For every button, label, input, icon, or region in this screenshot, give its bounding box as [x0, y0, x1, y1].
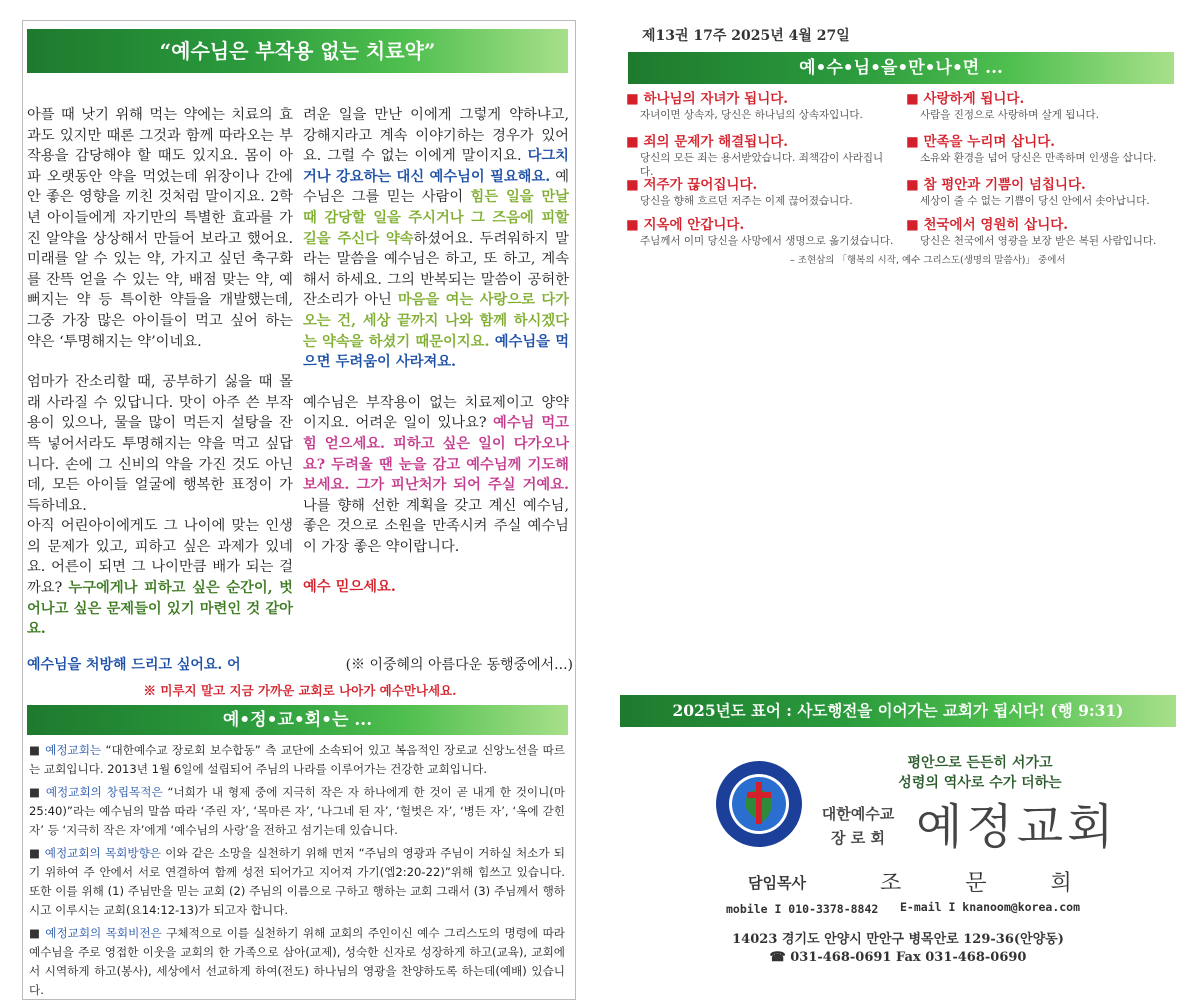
- promise-item: ■ 죄의 문제가 해결됩니다. 당신의 모든 죄는 용서받았습니다. 죄책감이 사라집니다.: [626, 134, 884, 178]
- list-item: ■ 예정교회의 목회방향은 이와 같은 소망을 실천하기 위해 먼저 “주님의 영광과 주님이 거하실 처소가 되기 위하여 주 안에서 서로 연결하여 함께 성전 되어가고 지어져 가기(엡2:20-22)”위해 힘쓰고 있습니다. 또한 이를 위해 (1) 주님만을 믿는 교회 (2) 주님의 이름으로 구하고 행하는 교회 그래서 (3) 주님께서 행하시고 이루시는 교회(요14:12-13)가 되고자 합니다.: [29, 846, 566, 917]
- denomination-logo-icon: [715, 760, 803, 848]
- promise-item: ■ 저주가 끊어집니다. 당신을 향해 흐르던 저주는 이제 끊어졌습니다.: [626, 177, 853, 207]
- article-source: (※ 이중혜의 아름다운 동행중에서...): [345, 657, 573, 673]
- paragraph: 예수님은 부작용이 없는 치료제이고 양약이지요. 어려운 일이 있나요? 예수님 먹고 힘 얻으세요. 피하고 싶은 일이 다가오나요? 두려울 땐 눈을 감고 예수님께 기도해보세요. 그가 피난처가 되어 주실 거예요. 나를 향해 선한 계획을 갖고 계신 예수님, 좋은 것으로 소원을 만족시켜 주실 예수님이 가장 좋은 약이랍니다.: [303, 394, 569, 555]
- pastor-label: 담임목사: [748, 874, 806, 892]
- promise-item: ■ 참 평안과 기쁨이 넘칩니다. 세상이 줄 수 없는 기쁨이 당신 안에서 솟아납니다.: [906, 177, 1150, 207]
- email-address: E-mail I knanoom@korea.com: [900, 900, 1081, 914]
- article-closing: [27, 654, 573, 674]
- church-tagline: 평안으로 든든히 서가고 성령의 역사로 수가 더하는: [898, 755, 1062, 791]
- yearly-motto: 2025년도 표어 : 사도행전을 이어가는 교회가 됩시다! (행 9:31): [620, 695, 1176, 727]
- article-column-2: [303, 105, 569, 618]
- right-panel: [620, 20, 1180, 1000]
- mobile-number: mobile I 010-3378-8842: [726, 902, 879, 916]
- paragraph: 예수 믿으세요.: [303, 579, 396, 596]
- church-name: 예정교회: [916, 799, 1118, 855]
- invitation-notice: ※ 미루지 말고 지금 가까운 교회로 나아가 예수만나세요.: [143, 683, 457, 698]
- church-info-list: [29, 741, 565, 1004]
- article-column-1: [27, 105, 293, 660]
- paragraph: 아플 때 낫기 위해 먹는 약에는 치료의 효과도 있지만 때론 그것과 함께 따라오는 부작용을 감당해야 할 때도 있지요. 몸이 아파 오랫동안 약을 먹었는데 위장이나 간에 안 좋은 영향을 끼친 것처럼 말이지요. 2학년 아이들에게 자기만의 특별한 효과를 가진 알약을 상상해서 만들어 보라고 했어요. 미래를 알 수 있는 약, 가지고 싶던 축구화를 잔뜩 얻을 수 있는 약, 배점 맞는 약, 예뻐지는 약 등 특이한 약들을 개발했는데, 그중 가장 많은 아이들이 먹고 싶어 하는 약은 ‘투명해지는 약’이네요.: [27, 107, 293, 350]
- denomination-label: 대한예수교 장 로 회: [821, 805, 895, 847]
- article-title: “예수님은 부작용 없는 치료약”: [27, 29, 568, 73]
- paragraph: 엄마가 잔소리할 때, 공부하기 싫을 때 몰래 사라질 수 있답니다. 맛이 아주 쓴 부작용이 있으나, 물을 많이 먹든지 설탕을 잔뜩 넣어서라도 투명해지는 약을 먹고 싶답니다. 손에 그 신비의 약을 가진 것도 아닌데, 모든 아이들 얼굴에 행복한 표정이 가득하네요. 아직 어린아이에게도 그 나이에 맞는 인생의 문제가 있고, 피하고 싶은 과제가 있네요. 어른이 되면 그 나이만큼 배가 되는 걸까요? 누구에게나 피하고 싶은 순간이, 벗어나고 싶은 문제들이 있기 마련인 것 같아요.: [27, 374, 293, 638]
- pastor-name: 조문희: [880, 871, 1136, 896]
- list-item: ■ 예정교회의 창립목적은 “너희가 내 형제 중에 지극히 작은 자 하나에게 한 것이 곧 내게 한 것이니(마 25:40)”라는 예수님의 말씀 따라 ‘주린 자’, ‘목마른 자’, ‘나그네 된 자’, ‘헐벗은 자’, ‘병든 자’, ‘옥에 갇힌 자’ 등 ‘지극히 작은 자’에게 ‘예수님의 사랑’을 전하고 섬기는데 있습니다.: [29, 785, 566, 837]
- promise-item: ■ 사랑하게 됩니다. 사람을 진정으로 사랑하며 살게 됩니다.: [906, 91, 1099, 121]
- closing-line: 예수님을 처방해 드리고 싶어요. 어: [27, 657, 241, 673]
- church-phone: ☎ 031-468-0691 Fax 031-468-0690: [769, 950, 1027, 965]
- issue-date: 제13권 17주 2025년 4월 27일: [642, 28, 850, 44]
- list-item: ■ 예정교회는 “대한예수교 장로회 보수합동” 측 교단에 소속되어 있고 복음적인 장로교 신앙노선을 따르는 교회입니다. 2013년 1월 6일에 설립되어 주님의 나라를 이루어가는 건강한 교회입니다.: [29, 743, 565, 776]
- paragraph: 려운 일을 만난 이에게 그렇게 약하냐고, 강해지라고 계속 이야기하는 경우가 있어요. 그럴 수 없는 이에게 말이지요. 다그치거나 강요하는 대신 예수님이 필요해요. 예수님은 그를 믿는 사람이 힘든 일을 만날 때 감당할 일을 주시거나 그 즈음에 피할 길을 주신다 약속하셨어요. 두려워하지 말라는 말씀을 예수님은 하고, 또 하고, 계속해서 하세요. 그의 반복되는 말씀이 공허한 잔소리가 아닌 마음을 여는 사랑으로 다가오는 건, 세상 끝까지 나와 함께 하시겠다는 약속을 하셨기 때문이지요. 예수님을 먹으면 두려움이 사라져요.: [303, 107, 570, 371]
- promise-item: ■ 만족을 누리며 삽니다. 소유와 환경을 넘어 당신은 만족하며 인생을 삽니다.: [906, 134, 1157, 164]
- left-panel: [22, 20, 576, 1000]
- promise-source: – 조현삼의 「행복의 시작, 예수 그리스도(생명의 말씀사)」 중에서: [790, 255, 1066, 266]
- promise-item: ■ 지옥에 안갑니다. 주님께서 이미 당신을 사망에서 생명으로 옮기셨습니다.: [626, 217, 894, 247]
- promise-item: ■ 하나님의 자녀가 됩니다. 자녀이면 상속자, 당신은 하나님의 상속자입니다.: [626, 91, 863, 121]
- church-address: 14023 경기도 안양시 만안구 병목안로 129-36(안양동): [732, 932, 1064, 947]
- promise-item: ■ 천국에서 영원히 삽니다. 당신은 천국에서 영광을 보장 받은 복된 사람입니다.: [906, 217, 1157, 247]
- church-section-title: 예•정•교•회•는 ...: [27, 705, 568, 735]
- meet-jesus-title: 예•수•님•을•만•나•면 ...: [628, 52, 1174, 84]
- list-item: ■ 예정교회의 목회비전은 구체적으로 이를 실천하기 위해 교회의 주인이신 예수 그리스도의 명령에 따라 예수님을 주로 영접한 이웃을 교회의 한 가족으로 삼아(교제), 성숙한 신자로 성장하게 하고(교육), 교회에서 시역하게 하고(봉사), 세상에서 선교하게 하여(전도) 하나님의 영광을 찬양하도록 하는데(예배) 있습니다.: [29, 926, 565, 997]
